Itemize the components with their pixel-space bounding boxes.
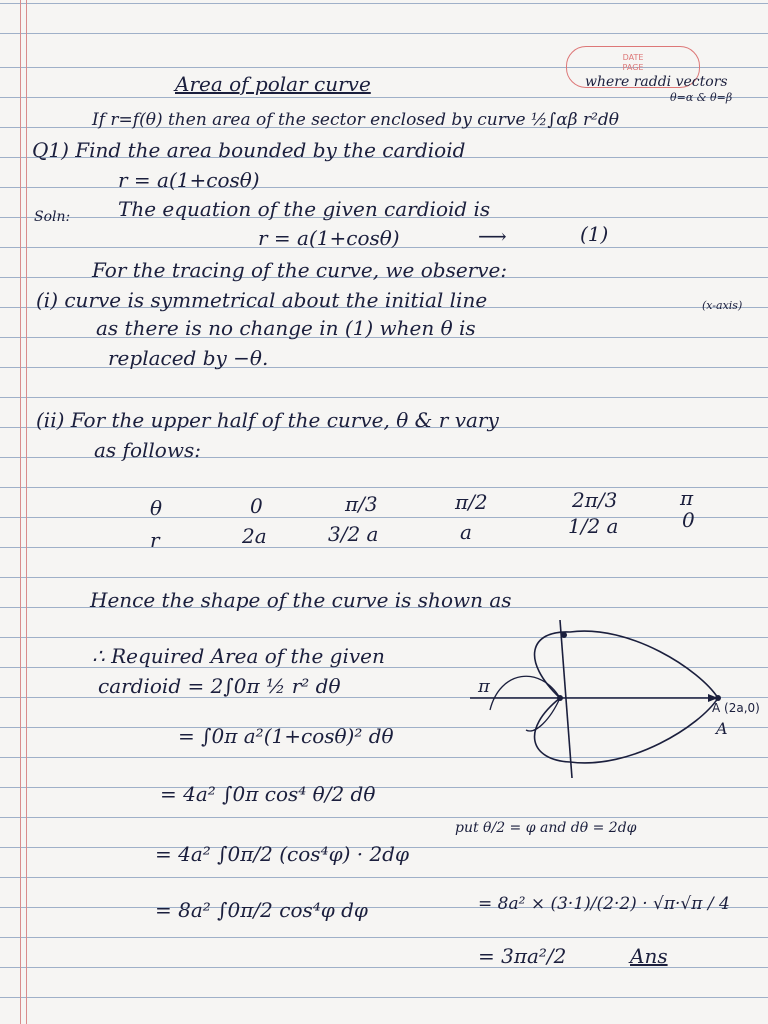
upper-arc [490, 676, 560, 710]
observation-1d: replaced by −θ. [108, 346, 269, 370]
solution-text: The equation of the given cardioid is [118, 197, 491, 221]
step-2: = 4a² ∫0π cos⁴ θ/2 dθ [160, 782, 376, 806]
cardioid-figure [460, 610, 760, 780]
equation-arrow: ⟶ [478, 224, 507, 248]
table-r-4: 1/2 a [568, 514, 619, 538]
table-theta-3: π/2 [455, 490, 488, 514]
figure-pi-label: π [478, 676, 490, 697]
note-right-2: θ=α & θ=β [670, 91, 733, 104]
formula-line: If r=f(θ) then area of the sector enclosed by curve ½∫αβ r²dθ [92, 110, 620, 130]
table-theta-1: 0 [250, 494, 263, 518]
margin-line-left [20, 0, 21, 1024]
table-r-head: r [150, 528, 160, 552]
stamp-date: DATE [622, 53, 644, 62]
solution-label: Soln: [34, 209, 71, 225]
table-theta-5: π [680, 486, 694, 510]
table-r-5: 0 [682, 508, 695, 532]
table-r-3: a [460, 520, 472, 544]
required-area-b: cardioid = 2∫0π ½ r² dθ [98, 674, 341, 698]
tracing-intro: For the tracing of the curve, we observe: [92, 258, 508, 282]
observation-2a: (ii) For the upper half of the curve, θ & r vary [36, 408, 499, 432]
stamp-page: PAGE [622, 63, 644, 72]
step-3: = 4a² ∫0π/2 (cos⁴φ) · 2dφ [155, 842, 409, 866]
origin-point [557, 695, 563, 701]
note-right: where raddi vectors [585, 74, 728, 90]
step-4: = 8a² ∫0π/2 cos⁴φ dφ [155, 898, 368, 922]
required-area-a: ∴ Required Area of the given [92, 644, 385, 668]
figure-a-label: A [716, 719, 728, 738]
hence-text: Hence the shape of the curve is shown as [90, 588, 512, 612]
margin-line-left-2 [26, 0, 27, 1024]
equation-number: (1) [580, 222, 609, 246]
solution-equation: r = a(1+cosθ) [258, 226, 400, 250]
figure-a2-label: A (2a,0) [712, 701, 760, 715]
table-theta-2: π/3 [345, 492, 378, 516]
observation-2b: as follows: [94, 438, 201, 462]
table-r-2: 3/2 a [328, 522, 379, 546]
table-theta-head: θ [150, 496, 163, 520]
table-r-1: 2a [242, 524, 267, 548]
step-5: = 3πa²/2 [478, 944, 567, 968]
question-1: Q1) Find the area bounded by the cardioid [32, 138, 466, 162]
substitution-note: put θ/2 = φ and dθ = 2dφ [455, 820, 637, 836]
step-1: = ∫0π a²(1+cosθ)² dθ [178, 724, 394, 748]
answer-label: Ans [630, 944, 668, 968]
observation-1a: (i) curve is symmetrical about the initial line [36, 288, 488, 312]
observation-1c: as there is no change in (1) when θ is [96, 316, 476, 340]
observation-1b: (x-axis) [702, 299, 743, 312]
question-1-equation: r = a(1+cosθ) [118, 168, 260, 192]
page-title: Area of polar curve [175, 72, 371, 96]
step-4-b: = 8a² × (3·1)/(2·2) · √π·√π / 4 [478, 894, 730, 914]
top-point [561, 632, 567, 638]
table-theta-4: 2π/3 [572, 488, 618, 512]
